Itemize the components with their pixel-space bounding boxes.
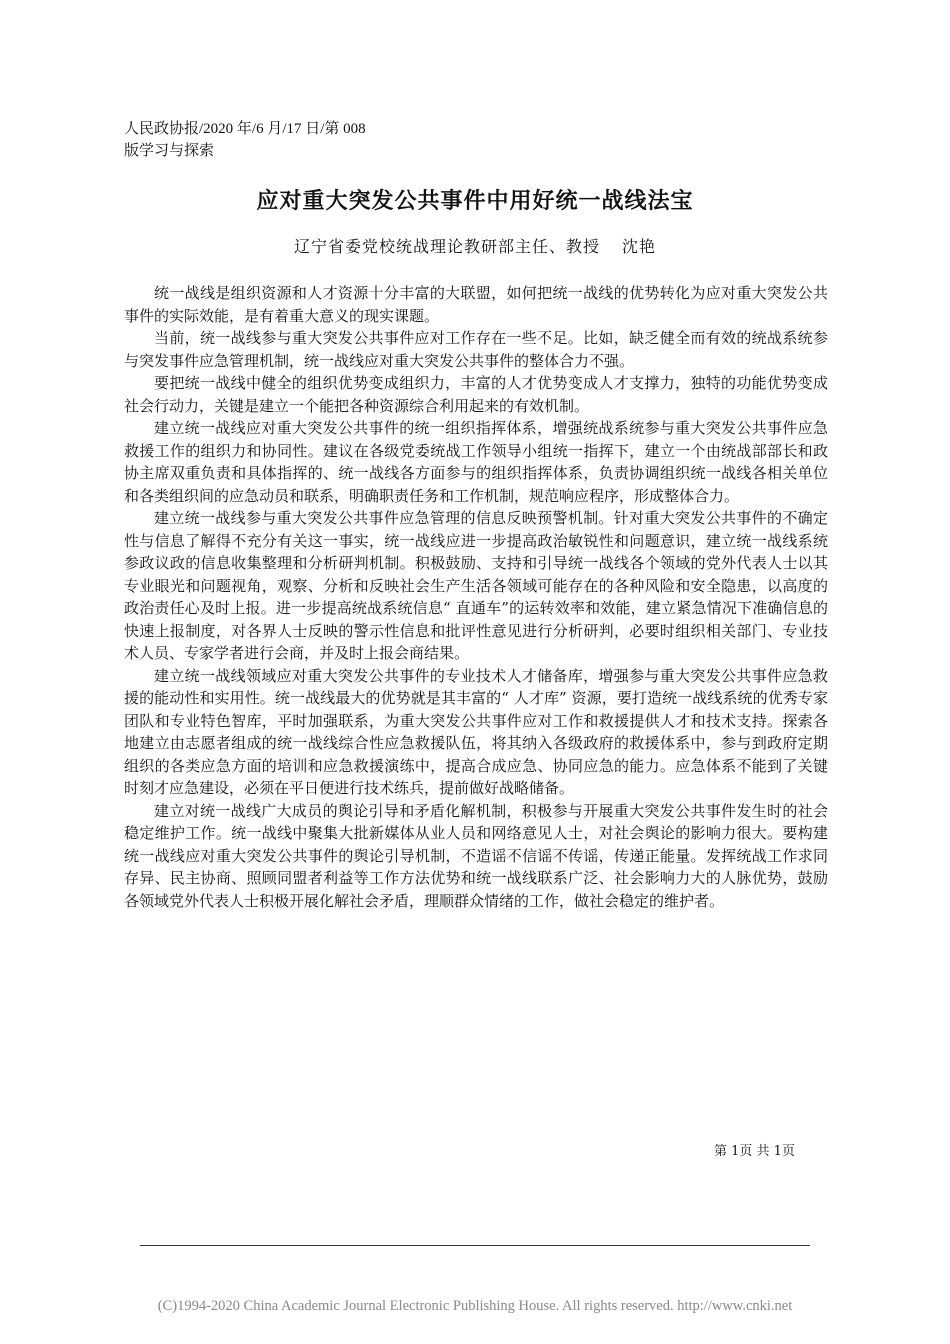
copyright-notice: (C)1994-2020 China Academic Journal Electronic Publishing House. All rights reserved. http://www.cnki.net bbox=[157, 1298, 793, 1314]
paragraph: 建立统一战线领域应对重大突发公共事件的专业技术人才储备库，增强参与重大突发公共事件应急救援的能动性和实用性。统一战线最大的优势就是其丰富的“ 人才库” 资源，要打造统一战线系统的优秀专家团队和专业特色智库，平时加强联系，为重大突发公共事件应对工作和救援提供人才和技术支持。探索各地建立由志愿者组成的统一战线综合性应急救援队伍，将其纳入各级政府的救援体系中，参与到政府定期组织的各类应急方面的培训和应急救援演练中，提高合成应急、协同应急的能力。应急体系不能到了关键时刻才应急建设，必须在平日便进行技术练兵，提前做好战略储备。 bbox=[124, 666, 828, 797]
paragraph: 要把统一战线中健全的组织优势变成组织力，丰富的人才优势变成人才支撑力，独特的功能优势变成社会行动力，关键是建立一个能把各种资源综合利用起来的有效机制。 bbox=[124, 374, 828, 415]
author-affiliation: 辽宁省委党校统战理论教研部主任、教授 bbox=[293, 237, 600, 256]
paragraph: 建立对统一战线广大成员的舆论引导和矛盾化解机制，积极参与开展重大突发公共事件发生时的社会稳定维护工作。统一战线中聚集大批新媒体从业人员和网络意见人士，对社会舆论的影响力很大。要构建统一战线应对重大突发公共事件的舆论引导机制，不造谣不信谣不传谣，传递正能量。发挥统战工作求同存异、民主协商、照顾同盟者利益等工作方法优势和统一战线联系广泛、社会影响力大的人脉优势，鼓励各领域党外代表人士积极开展化解社会矛盾，理顺群众情绪的工作，做社会稳定的维护者。 bbox=[124, 801, 828, 910]
article-title: 应对重大突发公共事件中用好统一战线法宝 bbox=[256, 189, 694, 214]
source-line-1: 人民政协报/2020 年/6 月/17 日/第 008 bbox=[124, 121, 366, 137]
author-line bbox=[0, 234, 950, 257]
paragraph: 建立统一战线参与重大突发公共事件应急管理的信息反映预警机制。针对重大突发公共事件的不确定性与信息了解得不充分有关这一事实，统一战线应进一步提高政治敏锐性和问题意识，建立统一战线系统参政议政的信息收集整理和分析研判机制。积极鼓励、支持和引导统一战线各个领域的党外代表人士以其专业眼光和问题视角，观察、分析和反映社会生产生活各领域可能存在的各种风险和安全隐患，以高度的政治责任心及时上报。进一步提高统战系统信息“ 直通车”的运转效率和效能，建立紧急情况下准确信息的快速上报制度，对各界人士反映的警示性信息和批评性意见进行分析研判，必要时组织相关部门、专业技术人员、专家学者进行会商，并及时上报会商结果。 bbox=[124, 509, 828, 662]
source-citation bbox=[124, 118, 424, 162]
author-name: 沈艳 bbox=[622, 237, 657, 256]
paragraph: 建立统一战线应对重大突发公共事件的统一组织指挥体系，增强统战系统参与重大突发公共事件应急救援工作的组织力和协同性。建议在各级党委统战工作领导小组统一指挥下，建立一个由统战部部长和政协主席双重负责和具体指挥的、统一战线各方面参与的组织指挥体系，负责协调组织统一战线各相关单位和各类组织间的应急动员和联系，明确职责任务和工作机制，规范响应程序，形成整体合力。 bbox=[124, 419, 828, 505]
paragraph: 统一战线是组织资源和人才资源十分丰富的大联盟，如何把统一战线的优势转化为应对重大突发公共事件的实际效能，是有着重大意义的现实课题。 bbox=[124, 284, 828, 325]
source-line-2: 版学习与探索 bbox=[124, 143, 215, 159]
article-body bbox=[124, 282, 828, 912]
page-number: 第 1页 共 1页 bbox=[714, 1144, 795, 1159]
paragraph: 当前，统一战线参与重大突发公共事件应对工作存在一些不足。比如，缺乏健全而有效的统战系统参与突发事件应急管理机制，统一战线应对重大突发公共事件的整体合力不强。 bbox=[124, 329, 828, 370]
footer-divider bbox=[140, 1245, 810, 1246]
